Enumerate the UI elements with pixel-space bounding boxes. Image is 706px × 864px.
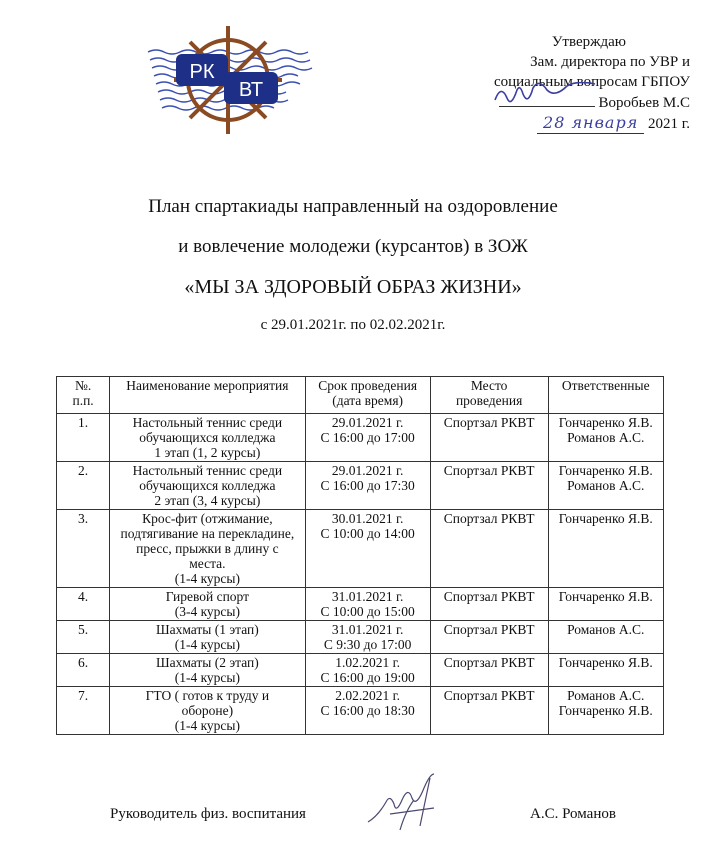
logo-text-bottom: ВТ	[238, 79, 264, 101]
cell-time: 1.02.2021 г. С 16:00 до 19:00	[305, 654, 430, 687]
col-header-num: №. п.п.	[57, 377, 110, 414]
cell-time: 29.01.2021 г. С 16:00 до 17:30	[305, 462, 430, 510]
cell-event: Настольный теннис среди обучающихся колледжа 1 этап (1, 2 курсы)	[110, 414, 305, 462]
approval-line-3: социальным вопросам ГБПОУ	[493, 74, 690, 90]
col-header-event: Наименование мероприятия	[110, 377, 305, 414]
approval-name: Воробьев М.С	[598, 95, 690, 111]
footer-name: А.С. Романов	[530, 806, 616, 822]
cell-num: 5.	[57, 621, 110, 654]
cell-responsible: Романов А.С.	[548, 621, 664, 654]
approval-line-2: Зам. директора по УВР и	[530, 54, 690, 70]
cell-place: Спортзал РКВТ	[430, 588, 548, 621]
approval-line-1: Утверждаю	[551, 34, 626, 50]
cell-place: Спортзал РКВТ	[430, 621, 548, 654]
cell-event: ГТО ( готов к труду и обороне) (1-4 курсы)	[110, 687, 305, 735]
cell-place: Спортзал РКВТ	[430, 510, 548, 588]
table-row	[57, 621, 664, 654]
cell-place: Спортзал РКВТ	[430, 687, 548, 735]
cell-event: Крос-фит (отжимание, подтягивание на перекладине, пресс, прыжки в длину с места. (1-4 курсы)	[110, 510, 305, 588]
table-header-row	[57, 377, 664, 414]
footer-position: Руководитель физ. воспитания	[110, 806, 306, 822]
cell-place: Спортзал РКВТ	[430, 462, 548, 510]
cell-responsible: Гончаренко Я.В.	[548, 654, 664, 687]
table-row	[57, 510, 664, 588]
approval-date-handwritten: 28 января	[537, 113, 644, 134]
cell-responsible: Гончаренко Я.В. Романов А.С.	[548, 462, 664, 510]
table-row	[57, 687, 664, 735]
table-row	[57, 654, 664, 687]
cell-num: 2.	[57, 462, 110, 510]
approval-signature	[491, 82, 601, 108]
events-table	[56, 376, 664, 735]
table-row	[57, 588, 664, 621]
cell-event: Гиревой спорт (3-4 курсы)	[110, 588, 305, 621]
table-body	[57, 414, 664, 735]
cell-num: 6.	[57, 654, 110, 687]
title-line-2: и вовлечение молодежи (курсантов) в ЗОЖ	[178, 236, 528, 257]
approval-line-4	[420, 92, 690, 113]
cell-time: 2.02.2021 г. С 16:00 до 18:30	[305, 687, 430, 735]
college-logo	[142, 18, 314, 136]
cell-event: Шахматы (1 этап) (1-4 курсы)	[110, 621, 305, 654]
cell-event: Настольный теннис среди обучающихся колледжа 2 этап (3, 4 курсы)	[110, 462, 305, 510]
cell-event: Шахматы (2 этап) (1-4 курсы)	[110, 654, 305, 687]
title-line-1: План спартакиады направленный на оздоровление	[148, 196, 558, 217]
col-header-time: Срок проведения (дата время)	[305, 377, 430, 414]
cell-num: 7.	[57, 687, 110, 735]
cell-num: 1.	[57, 414, 110, 462]
cell-place: Спортзал РКВТ	[430, 414, 548, 462]
period-line: с 29.01.2021г. по 02.02.2021г.	[260, 317, 446, 333]
logo-text-top: РК	[189, 61, 215, 83]
approval-line-5	[420, 113, 690, 134]
cell-responsible: Гончаренко Я.В.	[548, 588, 664, 621]
cell-num: 3.	[57, 510, 110, 588]
cell-time: 31.01.2021 г. С 10:00 до 15:00	[305, 588, 430, 621]
col-header-place: Место проведения	[430, 377, 548, 414]
approval-signature-line	[499, 92, 595, 107]
cell-num: 4.	[57, 588, 110, 621]
cell-responsible: Гончаренко Я.В. Романов А.С.	[548, 414, 664, 462]
cell-place: Спортзал РКВТ	[430, 654, 548, 687]
cell-responsible: Романов А.С. Гончаренко Я.В.	[548, 687, 664, 735]
cell-time: 29.01.2021 г. С 16:00 до 17:00	[305, 414, 430, 462]
approval-year: 2021 г.	[648, 116, 690, 132]
approval-block	[420, 32, 690, 134]
cell-responsible: Гончаренко Я.В.	[548, 510, 664, 588]
footer-signature	[360, 770, 460, 840]
cell-time: 31.01.2021 г. С 9:30 до 17:00	[305, 621, 430, 654]
table-row	[57, 462, 664, 510]
table-row	[57, 414, 664, 462]
col-header-responsible: Ответственные	[548, 377, 664, 414]
cell-time: 30.01.2021 г. С 10:00 до 14:00	[305, 510, 430, 588]
title-line-3: «МЫ ЗА ЗДОРОВЫЙ ОБРАЗ ЖИЗНИ»	[184, 276, 522, 298]
